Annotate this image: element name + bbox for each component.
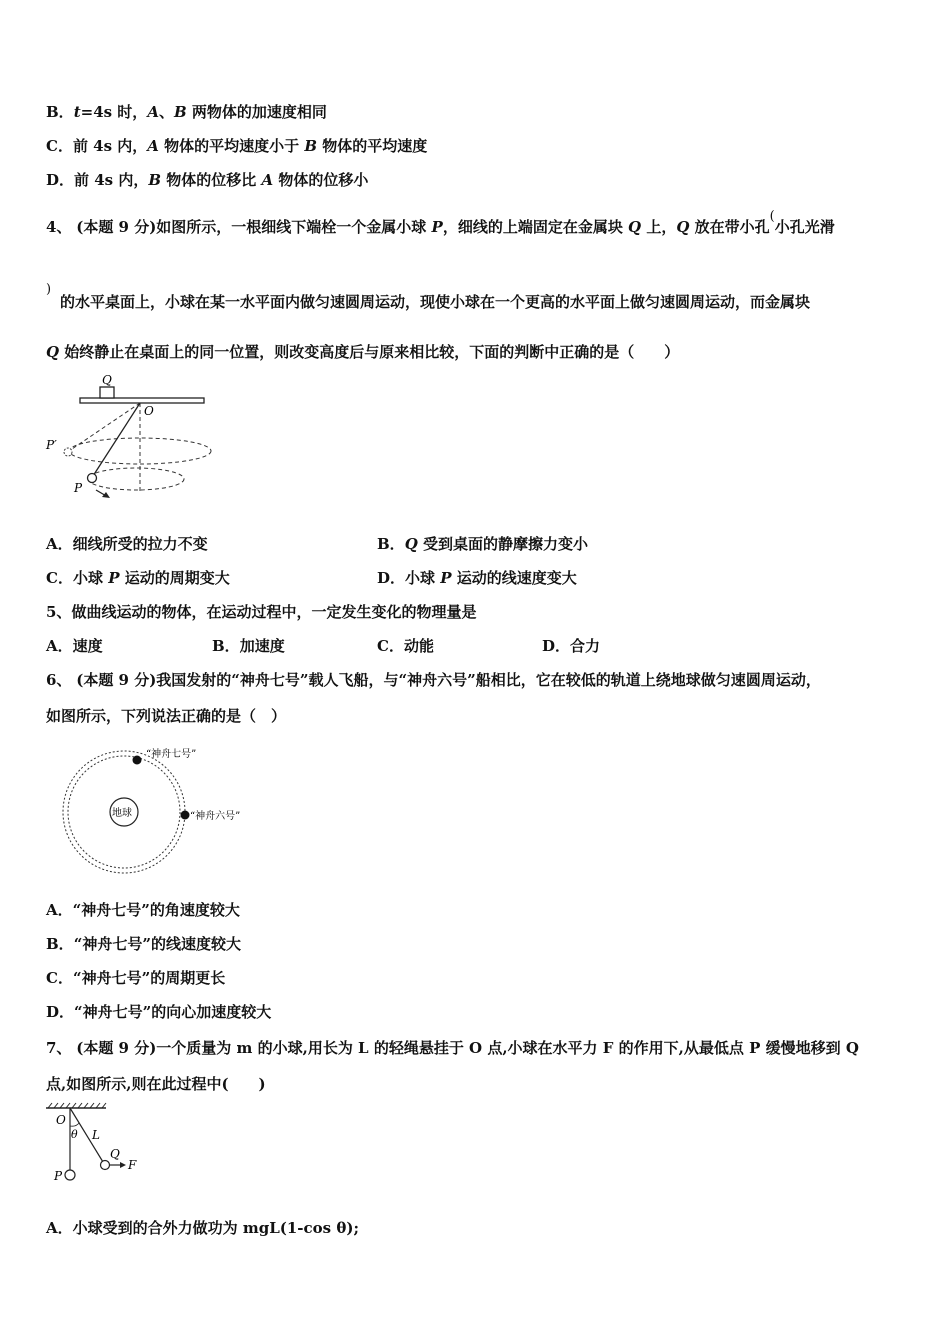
ball-q [101,1161,110,1170]
label-p: P [74,481,83,495]
motion-arrowhead [102,492,110,498]
q6-option-d: D．“神舟七号”的向心加速度较大 [46,1003,272,1021]
label-p-prime: P′ [46,438,57,452]
q6-stem-line2: 如图所示，下列说法正确的是（ ） [46,707,287,725]
q6-orbit-figure [56,740,266,875]
q7-stem-line2: 点,如图所示,则在此过程中( ) [46,1075,266,1093]
lower-orbit [88,468,184,490]
q7-option-a: A．小球受到的合外力做功为 mgL(1-cos θ); [46,1219,359,1237]
upper-string [69,403,140,451]
q4-option-c: C．小球 P 运动的周期变大 [46,569,230,587]
q6-option-c: C．“神舟七号”的周期更长 [46,969,226,987]
table-top [80,398,204,403]
q4-option-d: D．小球 P 运动的线速度变大 [377,569,577,587]
label-theta: θ [71,1128,78,1141]
label-q: Q [110,1147,120,1161]
shenzhou6-dot [181,811,190,820]
q3-option-c: C．前 4s 内，A 物体的平均速度小于 B 物体的平均速度 [46,137,428,155]
q5-option-a: A．速度 [46,637,103,655]
block-q [100,387,114,398]
theta-arc [70,1123,79,1126]
shenzhou7-label: “神舟七号” [146,749,197,760]
q7-stem-line1: 7、 (本题 9 分)一个质量为 m 的小球,用长为 L 的轻绳悬挂于 O 点,小球在水平力 F 的作用下,从最低点 P 缓慢地移到 Q [46,1039,859,1057]
q4-pendulum-figure [44,372,224,502]
q6-stem-line1: 6、 (本题 9 分)我国发射的“神舟七号”载人飞船，与“神舟六号”船相比，它在较低的轨道上绕地球做匀速圆周运动， [46,671,821,689]
q4-stem-line2: 的水平桌面上，小球在某一水平面内做匀速圆周运动，现使小球在一个更高的水平面上做匀速圆周运动，而金属块 [60,293,811,311]
q6-option-b: B．“神舟七号”的线速度较大 [46,935,241,953]
q4-option-b: B．Q 受到桌面的静摩擦力变小 [377,535,588,553]
shenzhou6-label: “神舟六号” [190,811,241,822]
q5-option-d: D．合力 [542,637,601,655]
label-l: L [92,1128,100,1142]
q4-option-a: A．细线所受的拉力不变 [46,535,208,553]
q6-option-a: A．“神舟七号”的角速度较大 [46,901,240,919]
q3-option-b: B．t=4s 时，A、B 两物体的加速度相同 [46,103,327,121]
q4-paren-close: ) [46,282,52,297]
q3-option-d: D．前 4s 内，B 物体的位移比 A 物体的位移小 [46,171,369,189]
earth-label: 地球 [112,808,132,819]
q5-option-c: C．动能 [377,637,434,655]
q4-stem-line1: 4、 (本题 9 分)如图所示，一根细线下端栓一个金属小球 P，细线的上端固定在金属块 Q 上，Q 放在带小孔(小孔光滑 [46,209,835,236]
lower-string [93,403,140,476]
q7-pendulum-figure [44,1102,154,1187]
label-o: O [144,404,154,418]
q4-stem-line3: Q 始终静止在桌面上的同一位置，则改变高度后与原来相比较，下面的判断中正确的是（ ） [46,343,680,361]
force-arrowhead [120,1162,126,1168]
label-p: P [54,1169,63,1183]
q5-stem: 5、做曲线运动的物体，在运动过程中，一定发生变化的物理量是 [46,603,477,621]
ball-p-prime [64,448,72,456]
ball-p [88,474,97,483]
q5-option-b: B．加速度 [212,637,285,655]
label-f: F [128,1158,137,1172]
ball-p [65,1170,75,1180]
shenzhou7-dot [133,756,142,765]
label-q: Q [102,373,112,387]
label-o: O [56,1113,66,1127]
